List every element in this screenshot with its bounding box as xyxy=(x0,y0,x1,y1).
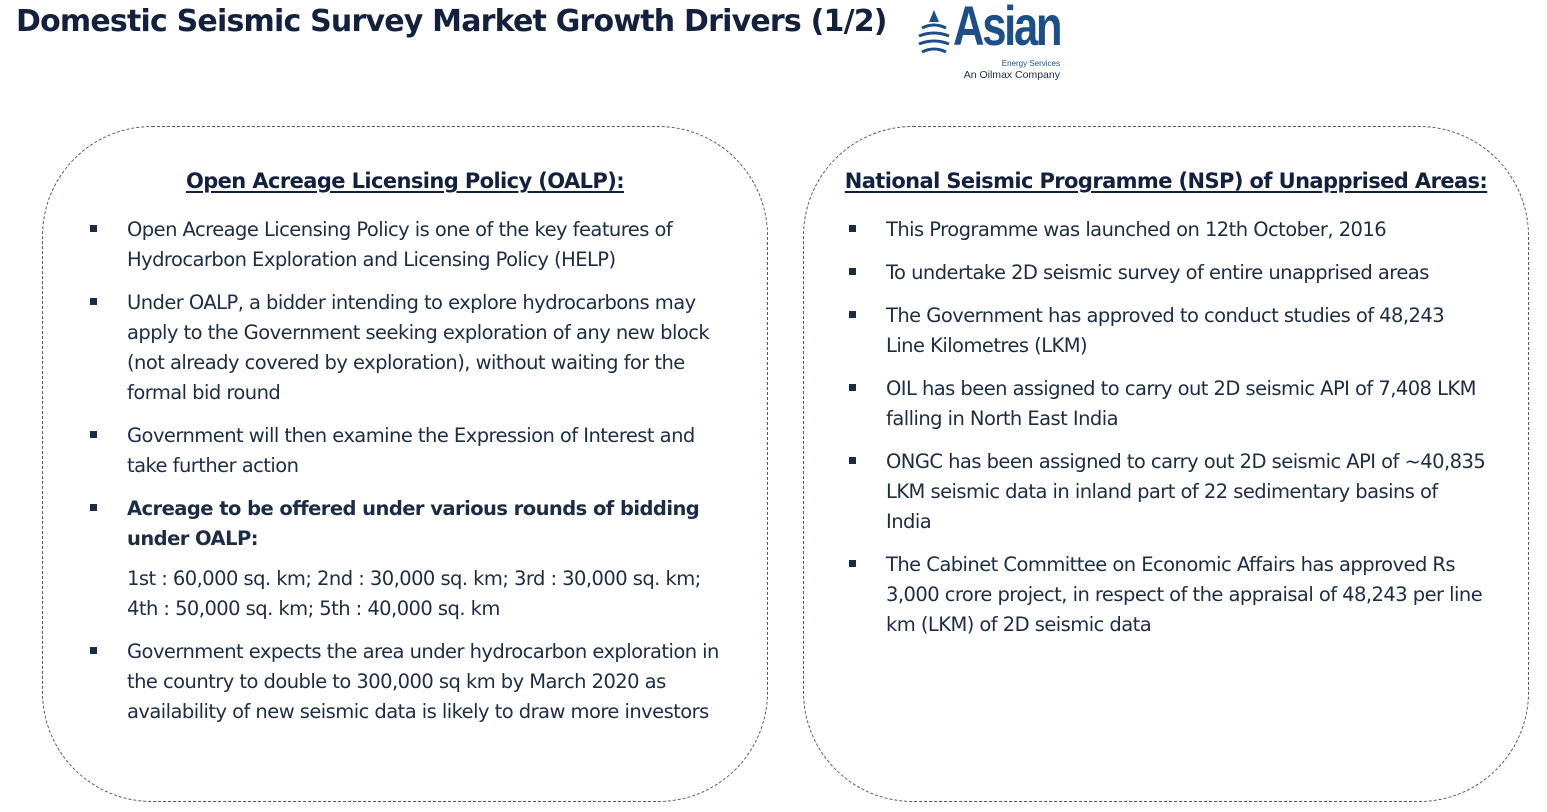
bullet-square-icon xyxy=(90,298,97,305)
bullet-square-icon xyxy=(849,384,856,391)
list-item: To undertake 2D seismic survey of entire unapprised areas xyxy=(846,258,1486,288)
bullet-square-icon xyxy=(90,225,97,232)
logo-subtitle: Energy Services xyxy=(1001,59,1060,68)
oalp-bullet-list xyxy=(87,215,727,740)
company-logo xyxy=(916,0,1066,84)
list-item: Acreage to be offered under various rounds of bidding under OALP: 1st : 60,000 sq. km; 2nd : 30,000 sq. km; 3rd : 30,000 sq. km; 4th : 50,000 sq. km; 5th : 40,000 sq. km xyxy=(87,494,727,624)
oalp-heading: Open Acreage Licensing Policy (OALP): xyxy=(185,169,625,193)
logo-wordmark: Asian xyxy=(953,0,1061,57)
bullet-square-icon xyxy=(849,457,856,464)
nsp-heading: National Seismic Programme (NSP) of Unapprised Areas: xyxy=(844,169,1488,193)
bullet-square-icon xyxy=(849,268,856,275)
list-item: Government will then examine the Expression of Interest and take further action xyxy=(87,421,727,481)
bidding-rounds-text: 1st : 60,000 sq. km; 2nd : 30,000 sq. km; 3rd : 30,000 sq. km; 4th : 50,000 sq. km; 5th : 40,000 sq. km xyxy=(127,567,701,620)
list-item: Open Acreage Licensing Policy is one of the key features of Hydrocarbon Exploration and Licensing Policy (HELP) xyxy=(87,215,727,275)
list-item: OIL has been assigned to carry out 2D seismic API of 7,408 LKM falling in North East India xyxy=(846,374,1486,434)
oalp-panel xyxy=(42,126,768,802)
nsp-bullet-list xyxy=(846,215,1486,653)
list-item: This Programme was launched on 12th October, 2016 xyxy=(846,215,1486,245)
list-item: The Cabinet Committee on Economic Affairs has approved Rs 3,000 crore project, in respect of the appraisal of 48,243 per line km (LKM) of 2D seismic data xyxy=(846,550,1486,640)
bullet-square-icon xyxy=(849,225,856,232)
list-item: The Government has approved to conduct studies of 48,243 Line Kilometres (LKM) xyxy=(846,301,1486,361)
bullet-square-icon xyxy=(90,431,97,438)
nsp-panel xyxy=(803,126,1529,802)
bullet-square-icon xyxy=(90,504,97,511)
list-item: Under OALP, a bidder intending to explore hydrocarbons may apply to the Government seeking exploration of any new block (not already covered by exploration), without waiting for the formal bid round xyxy=(87,288,727,408)
list-item: ONGC has been assigned to carry out 2D seismic API of ~40,835 LKM seismic data in inland part of 22 sedimentary basins of India xyxy=(846,447,1486,537)
bullet-square-icon xyxy=(849,311,856,318)
oil-drop-icon xyxy=(916,8,952,60)
page-title: Domestic Seismic Survey Market Growth Drivers (1/2) xyxy=(16,4,887,39)
logo-tagline: An Oilmax Company xyxy=(963,69,1060,81)
bullet-square-icon xyxy=(90,647,97,654)
list-item: Government expects the area under hydrocarbon exploration in the country to double to 300,000 sq km by March 2020 as availability of new seismic data is likely to draw more investors xyxy=(87,637,727,727)
bullet-square-icon xyxy=(849,560,856,567)
